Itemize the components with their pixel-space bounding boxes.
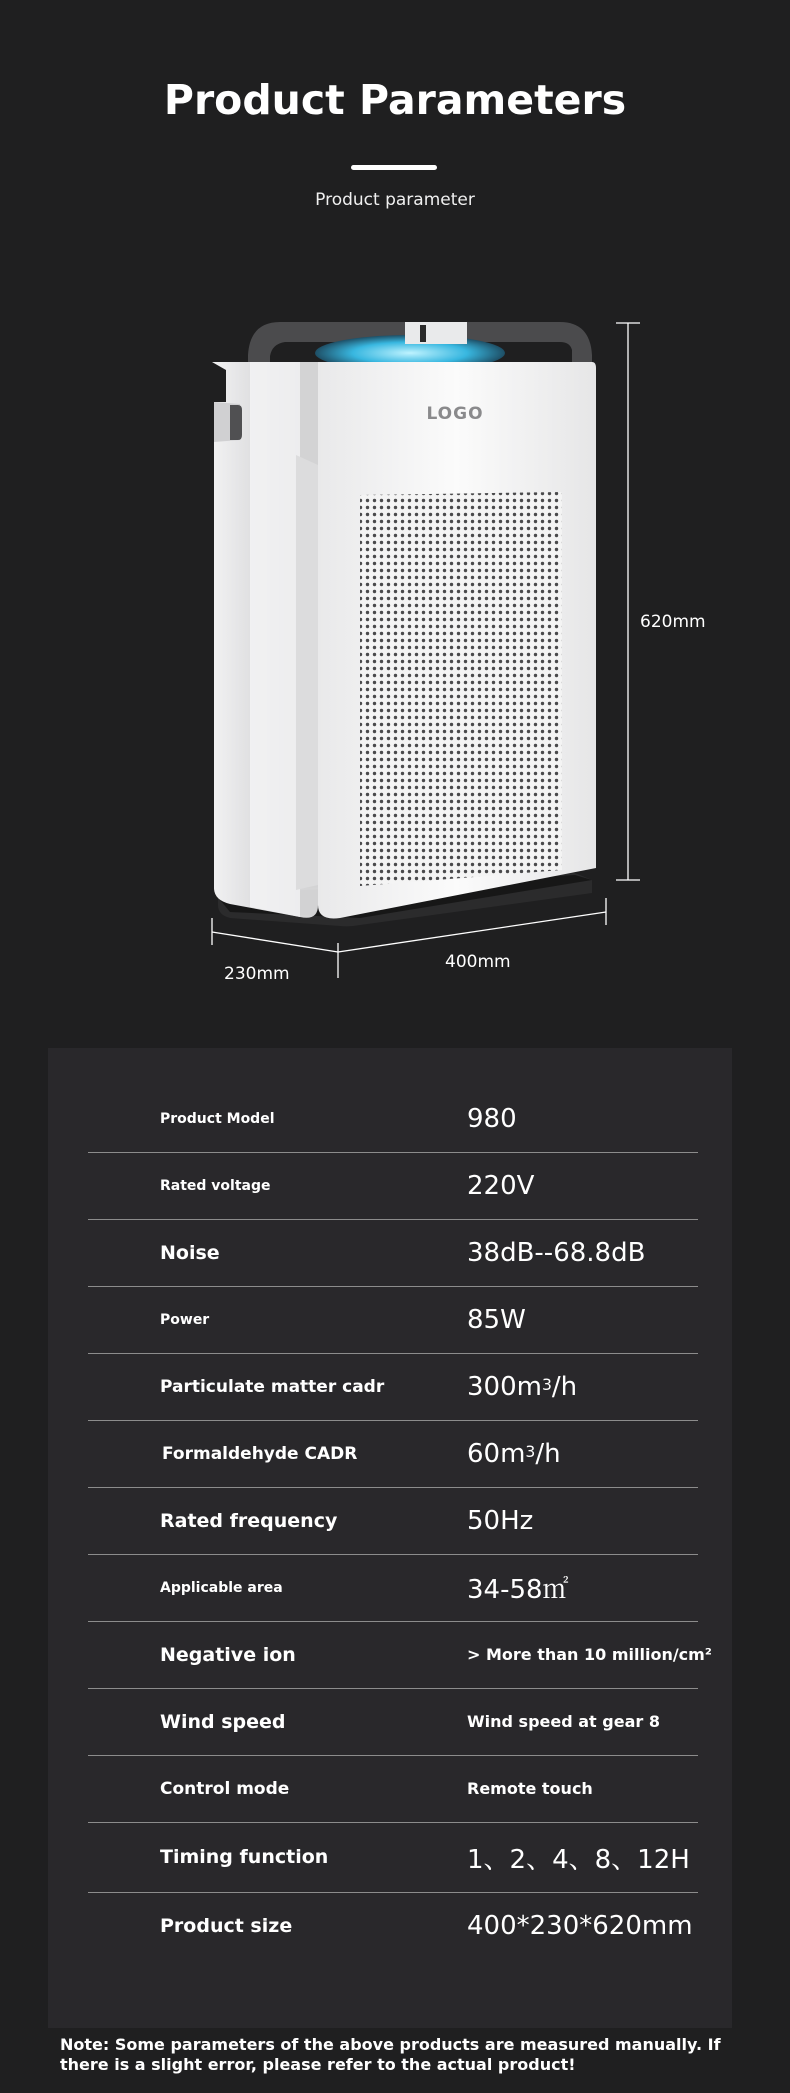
table-row — [88, 1822, 698, 1893]
width-dimension-label: 400mm — [445, 952, 511, 972]
param-label: Rated voltage — [160, 1177, 271, 1194]
param-value: 50Hz — [467, 1505, 534, 1536]
param-value-unit: /h — [535, 1438, 561, 1469]
table-row — [88, 1085, 698, 1153]
param-label: Timing function — [160, 1846, 329, 1868]
logo-mark: LOGO — [426, 404, 484, 424]
param-label: Negative ion — [160, 1643, 296, 1666]
param-value-unit: /h — [551, 1371, 578, 1402]
table-row — [88, 1286, 698, 1354]
param-label: Rated frequency — [160, 1509, 338, 1532]
param-value-main: 60m — [467, 1438, 526, 1469]
param-value: > More than 10 million/cm² — [467, 1645, 712, 1664]
table-row — [88, 1755, 698, 1823]
param-value: 60m $^3$ /h — [467, 1438, 561, 1469]
param-label: Particulate matter cadr — [160, 1376, 385, 1397]
param-label: Applicable area — [160, 1579, 283, 1596]
table-row — [88, 1420, 698, 1488]
table-row — [88, 1487, 698, 1555]
param-value: Wind speed at gear 8 — [467, 1712, 660, 1731]
param-label: Power — [160, 1311, 210, 1328]
param-value: 34-58㎡ — [467, 1575, 569, 1605]
param-value: Remote touch — [467, 1779, 593, 1798]
parameter-table — [48, 1048, 732, 2028]
param-value: 1、2、4、8、12H — [467, 1844, 690, 1875]
table-row — [88, 1621, 712, 1689]
air-purifier-illustration — [0, 0, 790, 1000]
page-title: Product Parameters — [163, 76, 627, 124]
param-label: Product size — [160, 1914, 293, 1937]
param-value: 220V — [467, 1170, 535, 1201]
disclaimer-note: Note: Some parameters of the above products are measured manually. If there is a slight error, please refer to the actual product! — [60, 2035, 721, 2074]
table-row — [88, 1219, 698, 1287]
param-label: Product Model — [160, 1110, 275, 1127]
table-row — [88, 1892, 698, 1959]
param-value: 400*230*620mm — [467, 1910, 693, 1941]
param-label: Noise — [160, 1241, 220, 1264]
param-label: Control mode — [160, 1778, 290, 1799]
table-row — [88, 1688, 698, 1756]
param-value: 85W — [467, 1304, 526, 1335]
param-value-main: 300m — [467, 1371, 542, 1402]
param-value: 980 — [467, 1103, 517, 1134]
table-row — [88, 1152, 698, 1220]
param-value: 38dB--68.8dB — [467, 1237, 646, 1268]
height-dimension-label: 620mm — [640, 612, 706, 632]
param-value: 300m $^3$ /h — [467, 1371, 578, 1402]
param-label: Wind speed — [160, 1710, 286, 1733]
depth-dimension-label: 230mm — [224, 964, 290, 984]
page-subtitle: Product parameter — [315, 190, 475, 210]
param-label: Formaldehyde CADR — [162, 1443, 358, 1464]
table-row — [88, 1353, 698, 1421]
table-row — [88, 1554, 698, 1622]
